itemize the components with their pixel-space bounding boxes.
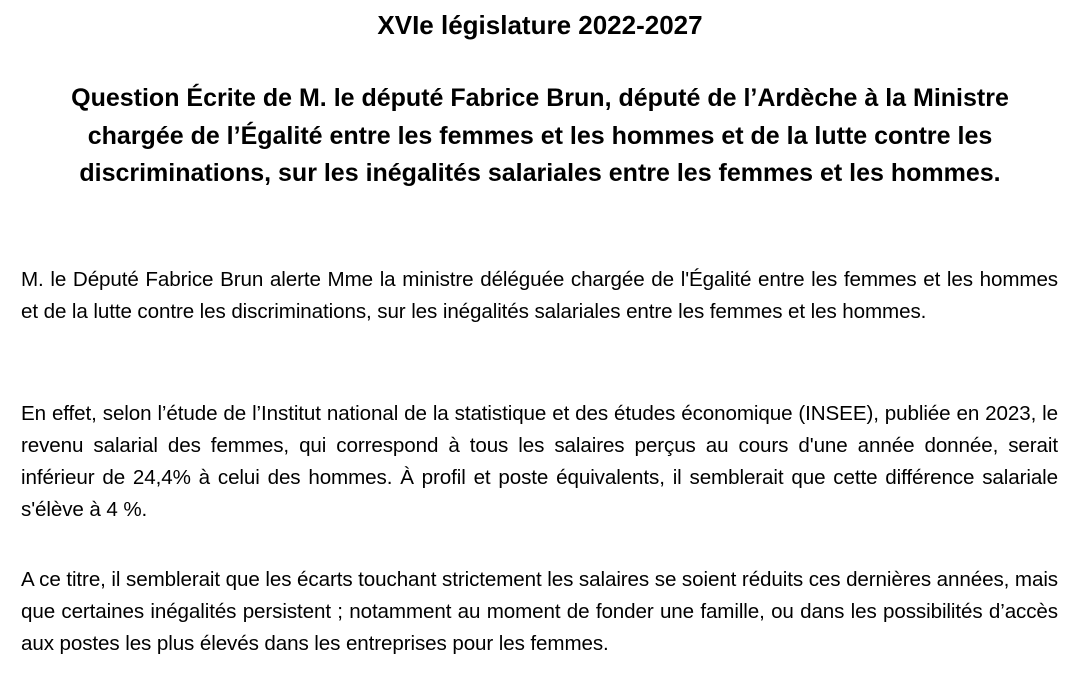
question-title: Question Écrite de M. le député Fabrice Brun, député de l’Ardèche à la Ministre chargée de l’Égalité entre les femmes et les hommes et de la lutte contre les discriminations, sur les inégalités salariales entre les femmes et les hommes. bbox=[71, 84, 1009, 187]
legislature-heading: XVIe législature 2022-2027 bbox=[377, 10, 703, 40]
body-paragraph-2: En effet, selon l’étude de l’Institut national de la statistique et des études économique (INSEE), publiée en 2023, le revenu salarial des femmes, qui correspond à tous les salaires perçus au cours d'une année donnée, serait inférieur de 24,4% à celui des hommes. À profil et poste équivalents, il semblerait que cette différence salariale s'élève à 4 %. bbox=[21, 402, 1058, 521]
body-paragraph-3: A ce titre, il semblerait que les écarts touchant strictement les salaires se soient réduits ces dernières années, mais que certaines inégalités persistent ; notamment au moment de fonder une famille, ou dans les possibilités d’accès aux postes les plus élevés dans les entreprises pour les femmes. bbox=[21, 568, 1058, 655]
body-paragraph-1: M. le Député Fabrice Brun alerte Mme la ministre déléguée chargée de l'Égalité entre les femmes et les hommes et de la lutte contre les discriminations, sur les inégalités salariales entre les femmes et les hommes. bbox=[21, 268, 1058, 323]
